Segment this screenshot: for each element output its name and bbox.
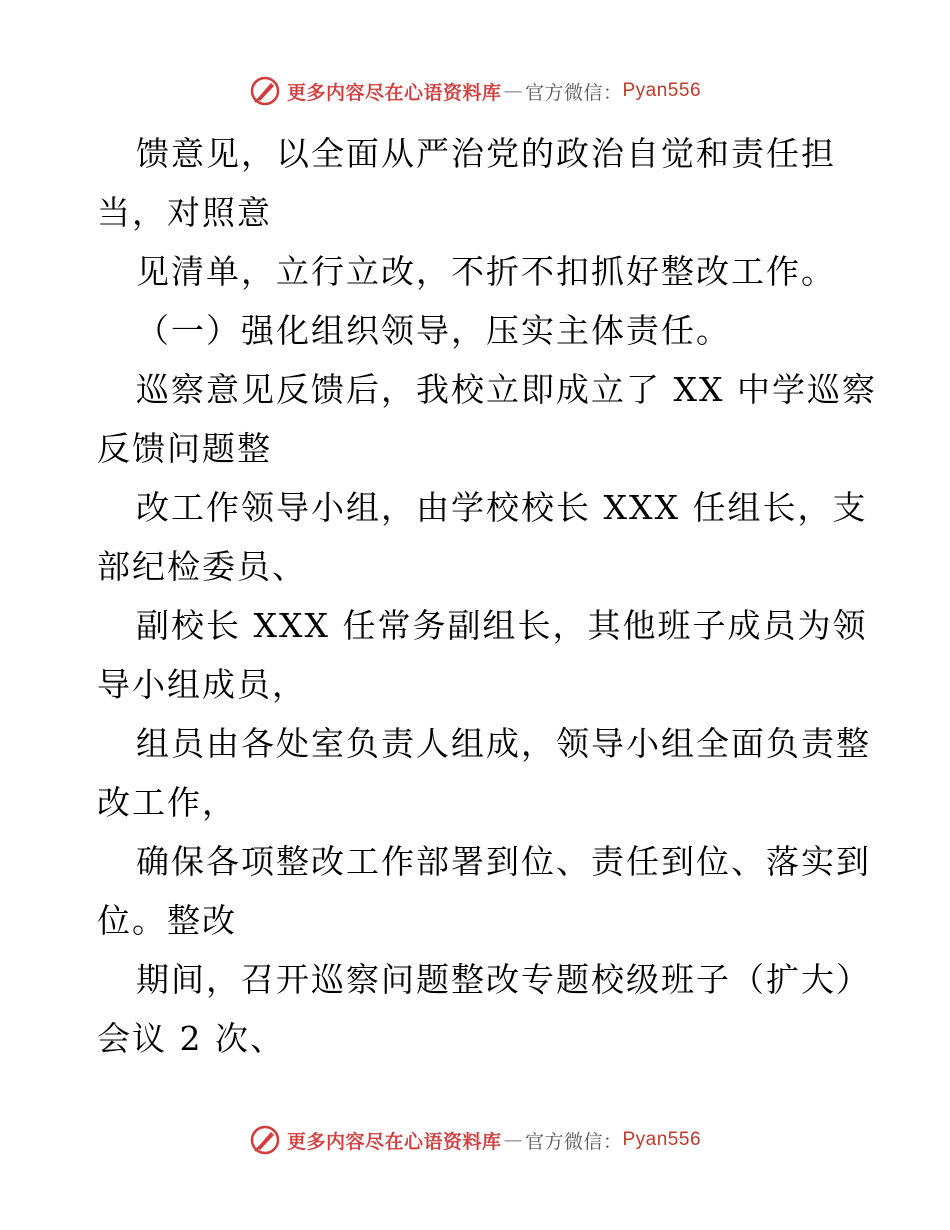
- watermark-brand: 更多内容尽在心语资料库: [286, 81, 502, 104]
- watermark-brand: 更多内容尽在心语资料库: [286, 1130, 502, 1153]
- watermark-label: 官方微信：: [524, 1130, 623, 1153]
- section-heading: （一）强化组织领导，压实主体责任。: [136, 311, 731, 350]
- watermark-wechat-id: Pyan556: [622, 1129, 702, 1150]
- text-line: 确保各项整改工作部署到位、责任到位、落实到: [136, 842, 871, 881]
- text-line: 反馈问题整: [97, 429, 272, 468]
- text-line: 会议 2 次、: [97, 1019, 285, 1058]
- watermark-wechat-id: Pyan556: [622, 80, 702, 101]
- text-line: 巡察意见反馈后，我校立即成立了 XX 中学巡察: [136, 370, 877, 409]
- text-line: 组员由各处室负责人组成，领导小组全面负责整: [136, 724, 871, 763]
- text-line: 改工作领导小组，由学校校长 XXX 任组长，支: [136, 488, 868, 527]
- text-line: 导小组成员，: [97, 665, 307, 704]
- quill-pen-logo-icon: [249, 1124, 281, 1156]
- text-line: 馈意见，以全面从严治党的政治自觉和责任担: [136, 134, 836, 173]
- document-body: [97, 124, 877, 1068]
- text-line: 位。整改: [97, 901, 237, 940]
- watermark-label: 官方微信：: [524, 81, 623, 104]
- text-line: 当，对照意: [97, 193, 272, 232]
- footer-watermark: [0, 1124, 950, 1156]
- quill-pen-logo-icon: [249, 75, 281, 107]
- text-line: 部纪检委员、: [97, 547, 307, 586]
- text-line: 副校长 XXX 任常务副组长，其他班子成员为领: [136, 606, 868, 645]
- text-line: 改工作，: [97, 783, 237, 822]
- watermark-dash: —: [503, 1129, 523, 1151]
- watermark-dash: —: [503, 80, 523, 102]
- text-line: 期间，召开巡察问题整改专题校级班子（扩大）: [136, 960, 871, 999]
- text-line: 见清单，立行立改，不折不扣抓好整改工作。: [136, 252, 836, 291]
- header-watermark: [0, 75, 950, 107]
